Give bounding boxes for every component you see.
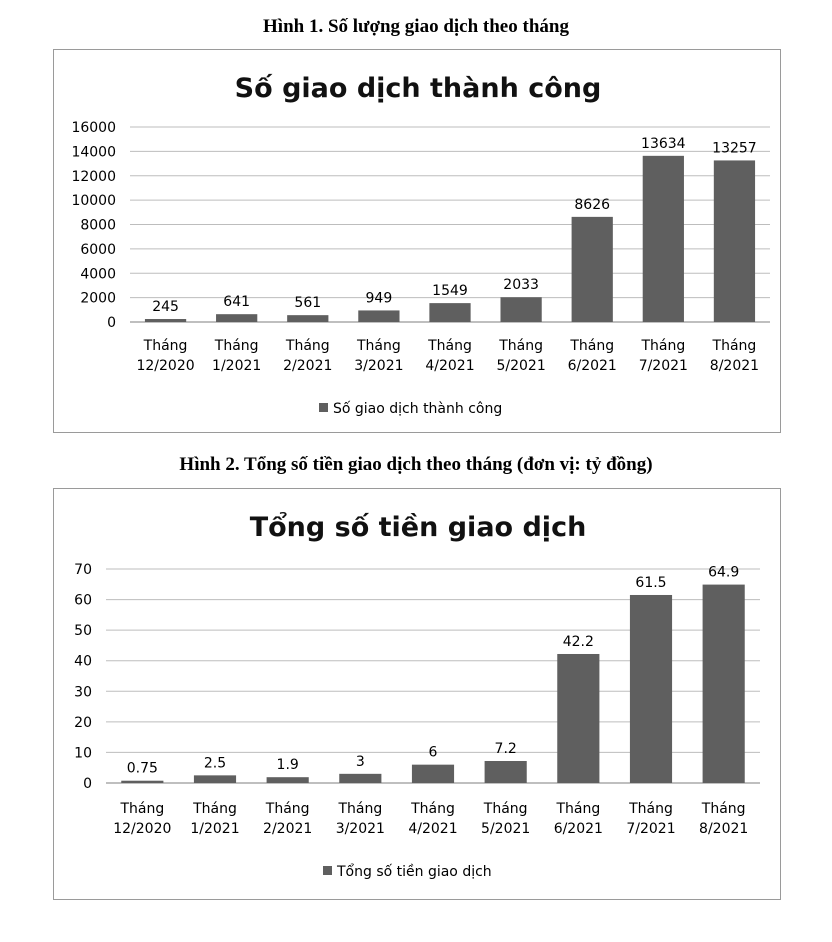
x-tick-label: 3/2021 <box>354 358 404 374</box>
chart-2-svg <box>54 489 782 901</box>
bar <box>485 761 527 783</box>
bar <box>121 781 163 783</box>
x-tick-label: Tháng <box>483 801 528 817</box>
y-tick-label: 10 <box>74 745 92 762</box>
x-tick-label: 7/2021 <box>638 358 688 374</box>
data-label: 7.2 <box>494 740 517 757</box>
x-tick-label: Tháng <box>701 801 746 817</box>
data-label: 2033 <box>503 277 539 294</box>
data-label: 42.2 <box>562 633 594 650</box>
figure-1-caption: Hình 1. Số lượng giao dịch theo tháng <box>263 16 569 37</box>
x-tick-label: Tháng <box>285 338 330 354</box>
x-tick-label: 8/2021 <box>699 821 749 837</box>
bar <box>287 315 328 322</box>
bar <box>429 303 470 322</box>
chart-1-svg <box>54 50 782 434</box>
data-label: 561 <box>294 295 322 312</box>
x-tick-label: 8/2021 <box>709 358 760 374</box>
x-tick-label: 3/2021 <box>335 821 385 837</box>
y-tick-label: 16000 <box>71 120 116 136</box>
x-tick-label: 7/2021 <box>626 821 676 837</box>
x-tick-label: 1/2021 <box>212 358 262 374</box>
chart-title: Tổng số tiền giao dịch <box>249 512 587 543</box>
data-label: 641 <box>223 294 251 311</box>
x-tick-label: Tháng <box>556 801 601 817</box>
data-label: 949 <box>365 290 393 307</box>
y-tick-label: 20 <box>74 714 92 731</box>
figure-2-caption: Hình 2. Tổng số tiền giao dịch theo tháng (đơn vị: tỷ đồng) <box>179 454 653 475</box>
y-tick-label: 14000 <box>71 144 116 161</box>
x-tick-label: Tháng <box>499 338 543 354</box>
legend-swatch <box>319 403 328 412</box>
x-tick-label: Tháng <box>428 338 472 354</box>
x-tick-label: 5/2021 <box>481 821 531 837</box>
x-tick-label: Tháng <box>641 338 686 354</box>
x-tick-label: Tháng <box>120 801 165 817</box>
data-label: 0.75 <box>126 760 158 777</box>
data-label: 13257 <box>712 140 757 157</box>
x-tick-label: 2/2021 <box>283 358 333 374</box>
x-tick-label: Tháng <box>570 338 615 354</box>
x-tick-label: 4/2021 <box>425 358 475 374</box>
x-tick-label: Tháng <box>629 801 673 817</box>
legend <box>323 863 492 880</box>
data-label: 61.5 <box>635 574 667 591</box>
data-label: 1549 <box>432 283 468 300</box>
y-tick-label: 0 <box>107 315 116 331</box>
data-label: 8626 <box>574 196 611 213</box>
bar <box>194 775 236 783</box>
y-tick-label: 8000 <box>80 217 116 234</box>
x-tick-label: Tháng <box>338 801 383 817</box>
x-tick-label: Tháng <box>357 338 401 354</box>
y-tick-label: 50 <box>74 623 92 640</box>
y-tick-label: 60 <box>74 592 92 609</box>
x-tick-label: Tháng <box>411 801 455 817</box>
data-label: 6 <box>428 744 438 761</box>
bar <box>358 310 399 322</box>
y-tick-label: 4000 <box>80 266 116 283</box>
chart-1-panel <box>53 49 781 433</box>
y-tick-label: 6000 <box>80 241 116 258</box>
data-label: 1.9 <box>276 757 299 774</box>
chart-2-panel <box>53 488 781 900</box>
bar <box>714 160 755 322</box>
legend-swatch <box>323 866 332 875</box>
x-tick-label: Tháng <box>712 338 757 354</box>
y-tick-label: 12000 <box>71 168 116 185</box>
bar <box>557 654 599 783</box>
x-tick-label: Tháng <box>193 801 237 817</box>
bar <box>643 156 684 322</box>
bar <box>500 297 541 322</box>
x-tick-label: 6/2021 <box>553 821 603 837</box>
y-tick-label: 10000 <box>71 193 116 210</box>
bar <box>703 585 745 783</box>
x-tick-label: 12/2020 <box>113 821 172 837</box>
legend-label: Số giao dịch thành công <box>333 401 503 417</box>
bar <box>572 217 613 322</box>
y-tick-label: 40 <box>74 653 92 670</box>
data-label: 64.9 <box>708 564 740 581</box>
bar <box>339 774 381 783</box>
y-tick-label: 0 <box>83 776 92 792</box>
bar <box>412 765 454 783</box>
x-tick-label: 1/2021 <box>190 821 240 837</box>
x-tick-label: 12/2020 <box>136 358 195 374</box>
x-tick-label: 4/2021 <box>408 821 458 837</box>
x-tick-label: Tháng <box>214 338 259 354</box>
bar <box>267 777 309 783</box>
x-tick-label: 5/2021 <box>496 358 546 374</box>
data-label: 2.5 <box>203 755 227 772</box>
y-tick-label: 70 <box>74 562 92 578</box>
x-tick-label: 2/2021 <box>263 821 313 837</box>
legend-label: Tổng số tiền giao dịch <box>337 864 492 880</box>
x-tick-label: Tháng <box>143 338 188 354</box>
y-tick-label: 30 <box>74 684 92 701</box>
y-tick-label: 2000 <box>80 290 116 307</box>
data-label: 3 <box>355 753 365 770</box>
legend <box>319 400 502 417</box>
bar <box>630 595 672 783</box>
bar <box>216 314 257 322</box>
data-label: 13634 <box>641 135 686 152</box>
chart-title: Số giao dịch thành công <box>234 73 602 104</box>
x-tick-label: Tháng <box>265 801 310 817</box>
data-label: 245 <box>152 299 179 316</box>
x-tick-label: 6/2021 <box>567 358 617 374</box>
bar <box>145 319 186 322</box>
